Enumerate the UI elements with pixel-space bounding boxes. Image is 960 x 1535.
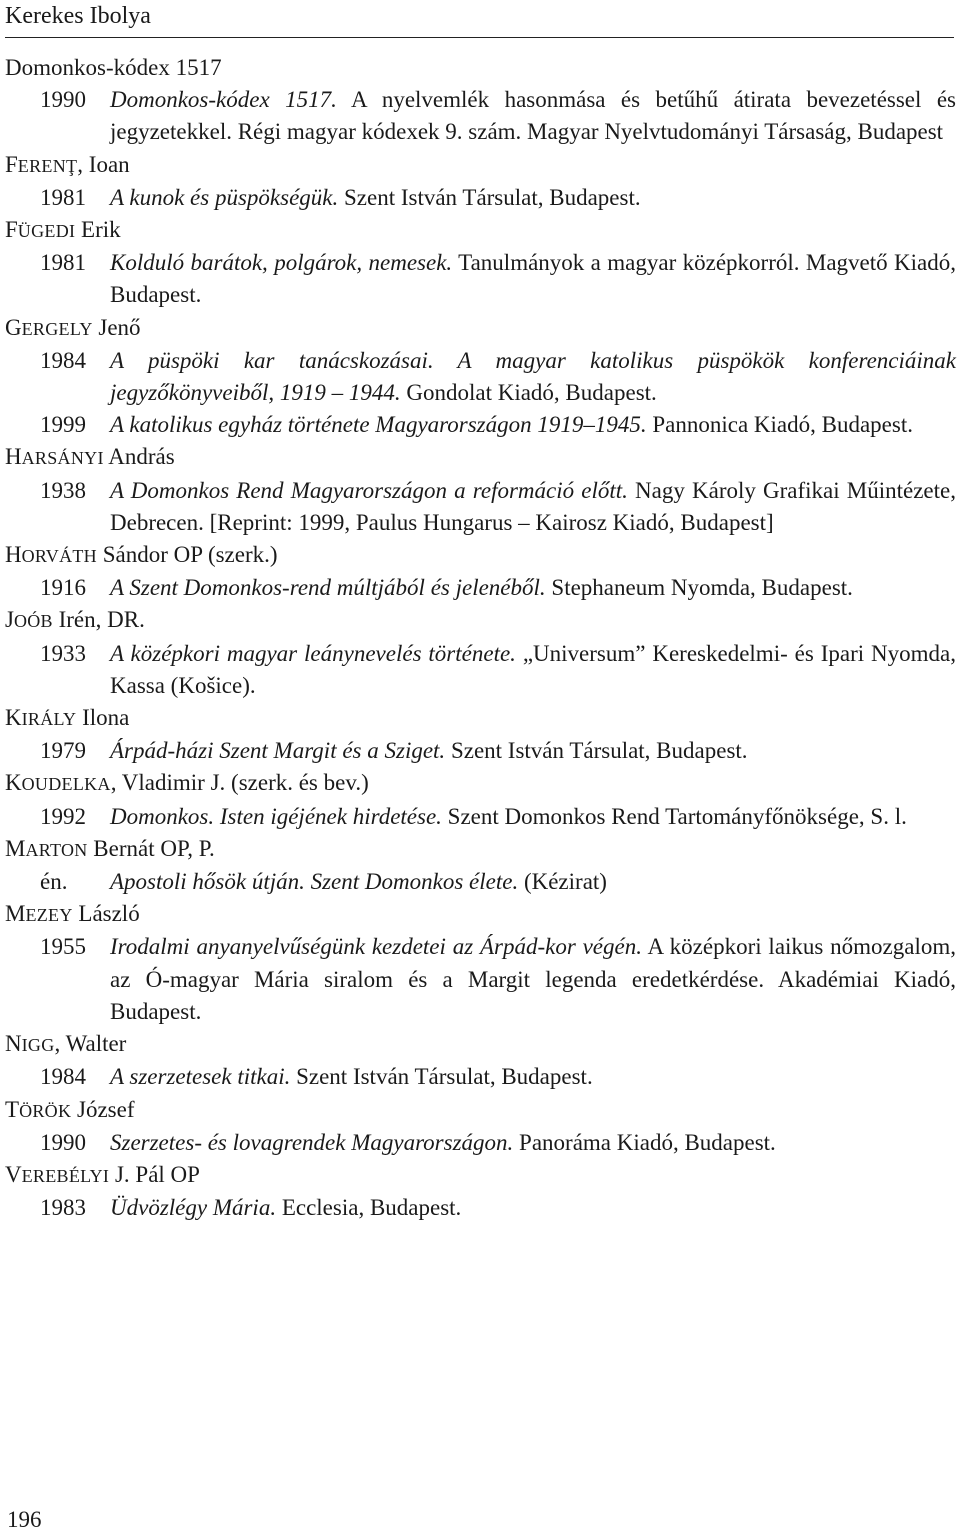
author-given-name: Sándor OP (szerk.): [102, 542, 278, 568]
bibliography-list: [5, 52, 956, 1224]
work-year: 1938: [40, 477, 86, 503]
bibliography-entry: [5, 604, 956, 702]
page-number: 196: [7, 1507, 42, 1532]
author-given-name: , Ioan: [77, 151, 130, 177]
work-title: A középkori magyar leánynevelés története.: [110, 640, 516, 666]
work-title: A Szent Domonkos-rend múltjából és jelenéből.: [110, 575, 546, 601]
author-given-name: Ilona: [82, 705, 130, 731]
work-publication: Ecclesia, Budapest.: [281, 1195, 462, 1221]
author-given-name: Erik: [81, 217, 121, 243]
work-publication: Szent István Társulat, Budapest.: [450, 738, 748, 764]
author-line: [5, 539, 956, 572]
author-line: [5, 1094, 956, 1127]
work-year: 1979: [40, 738, 86, 764]
author-given-name: József: [77, 1096, 135, 1122]
work-publication: Tanulmányok a magyar középkorról. Magvető Kiadó, Budapest.: [110, 250, 956, 308]
work-title: A szerzetesek titkai.: [110, 1064, 291, 1090]
work-entry: [5, 475, 956, 539]
work-year: 1955: [40, 934, 86, 960]
work-entry: [5, 801, 956, 833]
bibliography-entry: [5, 1159, 956, 1224]
work-year: én.: [40, 869, 68, 895]
work-entry: [5, 572, 956, 604]
author-name: NIGG: [5, 1031, 55, 1057]
work-entry: [5, 638, 956, 702]
work-title: Irodalmi anyanyelvűségünk kezdetei az Árpád-kor végén.: [110, 934, 642, 960]
author-name: FERENŢ: [5, 151, 78, 177]
work-entry: [5, 1192, 956, 1224]
work-entry: [5, 182, 956, 214]
bibliography-entry: [5, 702, 956, 767]
bibliography-entry: [5, 539, 956, 604]
author-name: JOÓB: [5, 607, 53, 633]
work-publication: A nyelvemlék hasonmása és betűhű átirata bevezetéssel és jegyzetekkel. Régi magyar kódexek 9. szám. Magyar Nyelvtudományi Társaság, Budapest: [110, 87, 957, 145]
work-title: Apostoli hősök útján. Szent Domonkos élete.: [110, 869, 519, 895]
work-entry: [5, 1061, 956, 1093]
work-title: A katolikus egyház története Magyarországon 1919–1945.: [110, 412, 647, 438]
author-line: [5, 898, 956, 931]
work-entry: [5, 345, 956, 409]
work-publication: Stephaneum Nyomda, Budapest.: [551, 575, 853, 601]
bibliography-entry: [5, 833, 956, 898]
work-entry: [5, 409, 956, 441]
work-publication: Gondolat Kiadó, Budapest.: [406, 380, 657, 406]
bibliography-entry: [5, 441, 956, 539]
work-entry: [5, 1127, 956, 1159]
author-name: HARSÁNYI: [5, 444, 104, 470]
author-name: VEREBÉLYI: [5, 1161, 110, 1187]
author-given-name: Jenő: [98, 314, 141, 340]
author-name: HORVÁTH: [5, 542, 97, 568]
work-publication: Szent István Társulat, Budapest.: [344, 184, 641, 210]
header-rule: [5, 37, 954, 38]
author-given-name: László: [78, 901, 140, 927]
work-year: 1984: [40, 347, 86, 373]
bibliography-entry: [5, 1028, 956, 1093]
work-title: Domonkos-kódex 1517.: [110, 87, 337, 113]
work-entry: [5, 247, 956, 311]
author-line: [5, 312, 956, 345]
bibliography-entry: [5, 149, 956, 214]
work-title: A Domonkos Rend Magyarországon a reformáció előtt.: [110, 477, 628, 503]
work-year: 1981: [40, 250, 86, 276]
author-name: KOUDELKA: [5, 770, 111, 796]
work-publication: Panoráma Kiadó, Budapest.: [519, 1129, 776, 1155]
work-year: 1916: [40, 575, 86, 601]
work-year: 1983: [40, 1195, 86, 1221]
work-title: Szerzetes- és lovagrendek Magyarországon.: [110, 1129, 514, 1155]
work-title: Árpád-házi Szent Margit és a Sziget.: [110, 738, 446, 764]
author-line: [5, 833, 956, 866]
author-name: FÜGEDI: [5, 217, 76, 243]
author-line: [5, 214, 956, 247]
author-given-name: , Walter: [54, 1031, 127, 1057]
author-given-name: , Vladimir J. (szerk. és bev.): [110, 770, 369, 796]
author-given-name: J. Pál OP: [114, 1161, 200, 1187]
author-name: MARTON: [5, 835, 88, 861]
work-publication: Szent Domonkos Rend Tartományfőnöksége, S. l.: [447, 803, 907, 829]
author-given-name: András: [108, 444, 175, 470]
bibliography-entry: [5, 214, 956, 312]
author-line: [5, 1028, 956, 1061]
author-line: [5, 52, 956, 84]
author-name: GERGELY: [5, 314, 93, 340]
work-year: 1984: [40, 1064, 86, 1090]
bibliography-entry: [5, 767, 956, 832]
bibliography-entry: [5, 1094, 956, 1159]
author-given-name: Irén, DR.: [58, 607, 145, 633]
work-title: Domonkos. Isten igéjének hirdetése.: [110, 803, 442, 829]
running-head: Kerekes Ibolya: [5, 3, 151, 29]
work-title: A püspöki kar tanácskozásai. A magyar katolikus püspökök konferenciáinak jegyzőkönyveiből, 1919 – 1944.: [110, 347, 956, 406]
author-line: [5, 604, 956, 637]
bibliography-entry: [5, 312, 956, 442]
work-year: 1933: [40, 640, 86, 666]
work-publication: (Kézirat): [523, 869, 607, 895]
work-publication: A középkori laikus nőmozgalom, az Ó-magyar Mária siralom és a Margit legenda eredetkérdése. Akadémiai Kiadó, Budapest.: [110, 934, 957, 1024]
work-entry: [5, 866, 956, 898]
author-name: Domonkos-kódex 1517: [5, 55, 222, 80]
work-title: Kolduló barátok, polgárok, nemesek.: [110, 250, 453, 276]
work-publication: „Universum” Kereskedelmi- és Ipari Nyomda, Kassa (Košice).: [110, 640, 956, 698]
author-line: [5, 702, 956, 735]
work-title: Üdvözlégy Mária.: [110, 1195, 277, 1221]
work-year: 1999: [40, 412, 86, 438]
author-name: MEZEY: [5, 901, 73, 927]
work-publication: Pannonica Kiadó, Budapest.: [652, 412, 913, 438]
bibliography-entry: [5, 898, 956, 1028]
work-entry: [5, 931, 956, 1028]
work-entry: [5, 735, 956, 767]
work-year: 1990: [40, 1129, 86, 1155]
work-year: 1992: [40, 803, 86, 829]
author-line: [5, 1159, 956, 1192]
work-title: A kunok és püspökségük.: [110, 184, 339, 210]
work-year: 1990: [40, 87, 86, 113]
work-year: 1981: [40, 184, 86, 210]
author-name: KIRÁLY: [5, 705, 77, 731]
work-publication: Szent István Társulat, Budapest.: [296, 1064, 593, 1090]
author-given-name: Bernát OP, P.: [93, 835, 215, 861]
work-entry: [5, 84, 956, 148]
bibliography-entry: [5, 52, 956, 149]
author-line: [5, 441, 956, 474]
author-line: [5, 767, 956, 800]
author-line: [5, 149, 956, 182]
author-name: TÖRÖK: [5, 1096, 72, 1122]
work-publication: Nagy Károly Grafikai Műintézete, Debrecen. [Reprint: 1999, Paulus Hungarus – Kairosz Kiadó, Budapest]: [110, 477, 956, 535]
